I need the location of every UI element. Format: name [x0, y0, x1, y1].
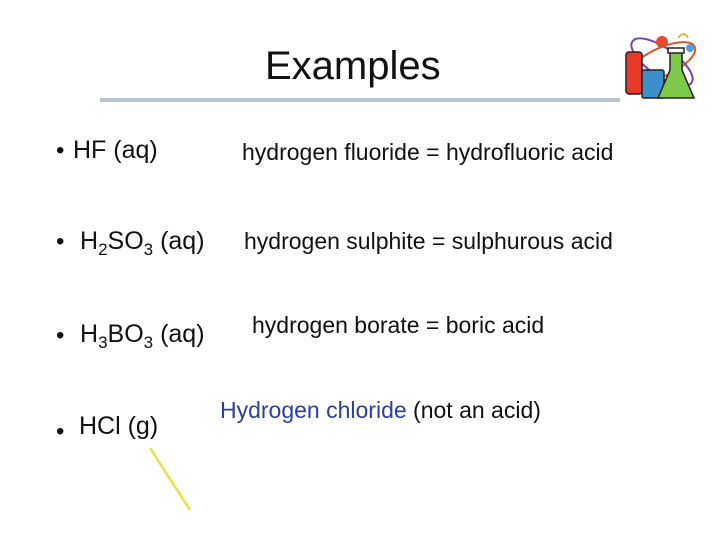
science-flasks-icon	[620, 22, 702, 106]
description-hcl-rest: (not an acid)	[406, 397, 541, 423]
bullet-marker: •	[56, 322, 65, 349]
formula-h3bo3: $H_3BO_3$ (aq)	[80, 320, 205, 352]
formula-hf: HF (aq)	[73, 136, 158, 164]
title-underline	[100, 98, 620, 102]
description-h3bo3: hydrogen borate = boric acid	[252, 312, 545, 338]
description-h2so3: hydrogen sulphite = sulphurous acid	[244, 228, 613, 254]
bullet-marker: •	[56, 137, 65, 164]
bullet-marker: •	[56, 418, 65, 445]
description-hcl-highlight: Hydrogen chloride	[220, 397, 407, 423]
formula-h2so3: $H_2SO_3$ (aq)	[80, 227, 205, 259]
description-hcl	[220, 397, 541, 424]
yellow-pointer-line	[145, 445, 195, 515]
description-hf: hydrogen fluoride = hydrofluoric acid	[242, 139, 614, 165]
formula-hcl: HCl (g)	[79, 412, 159, 440]
bullet-marker: •	[56, 228, 65, 255]
slide-title: Examples	[265, 44, 441, 88]
